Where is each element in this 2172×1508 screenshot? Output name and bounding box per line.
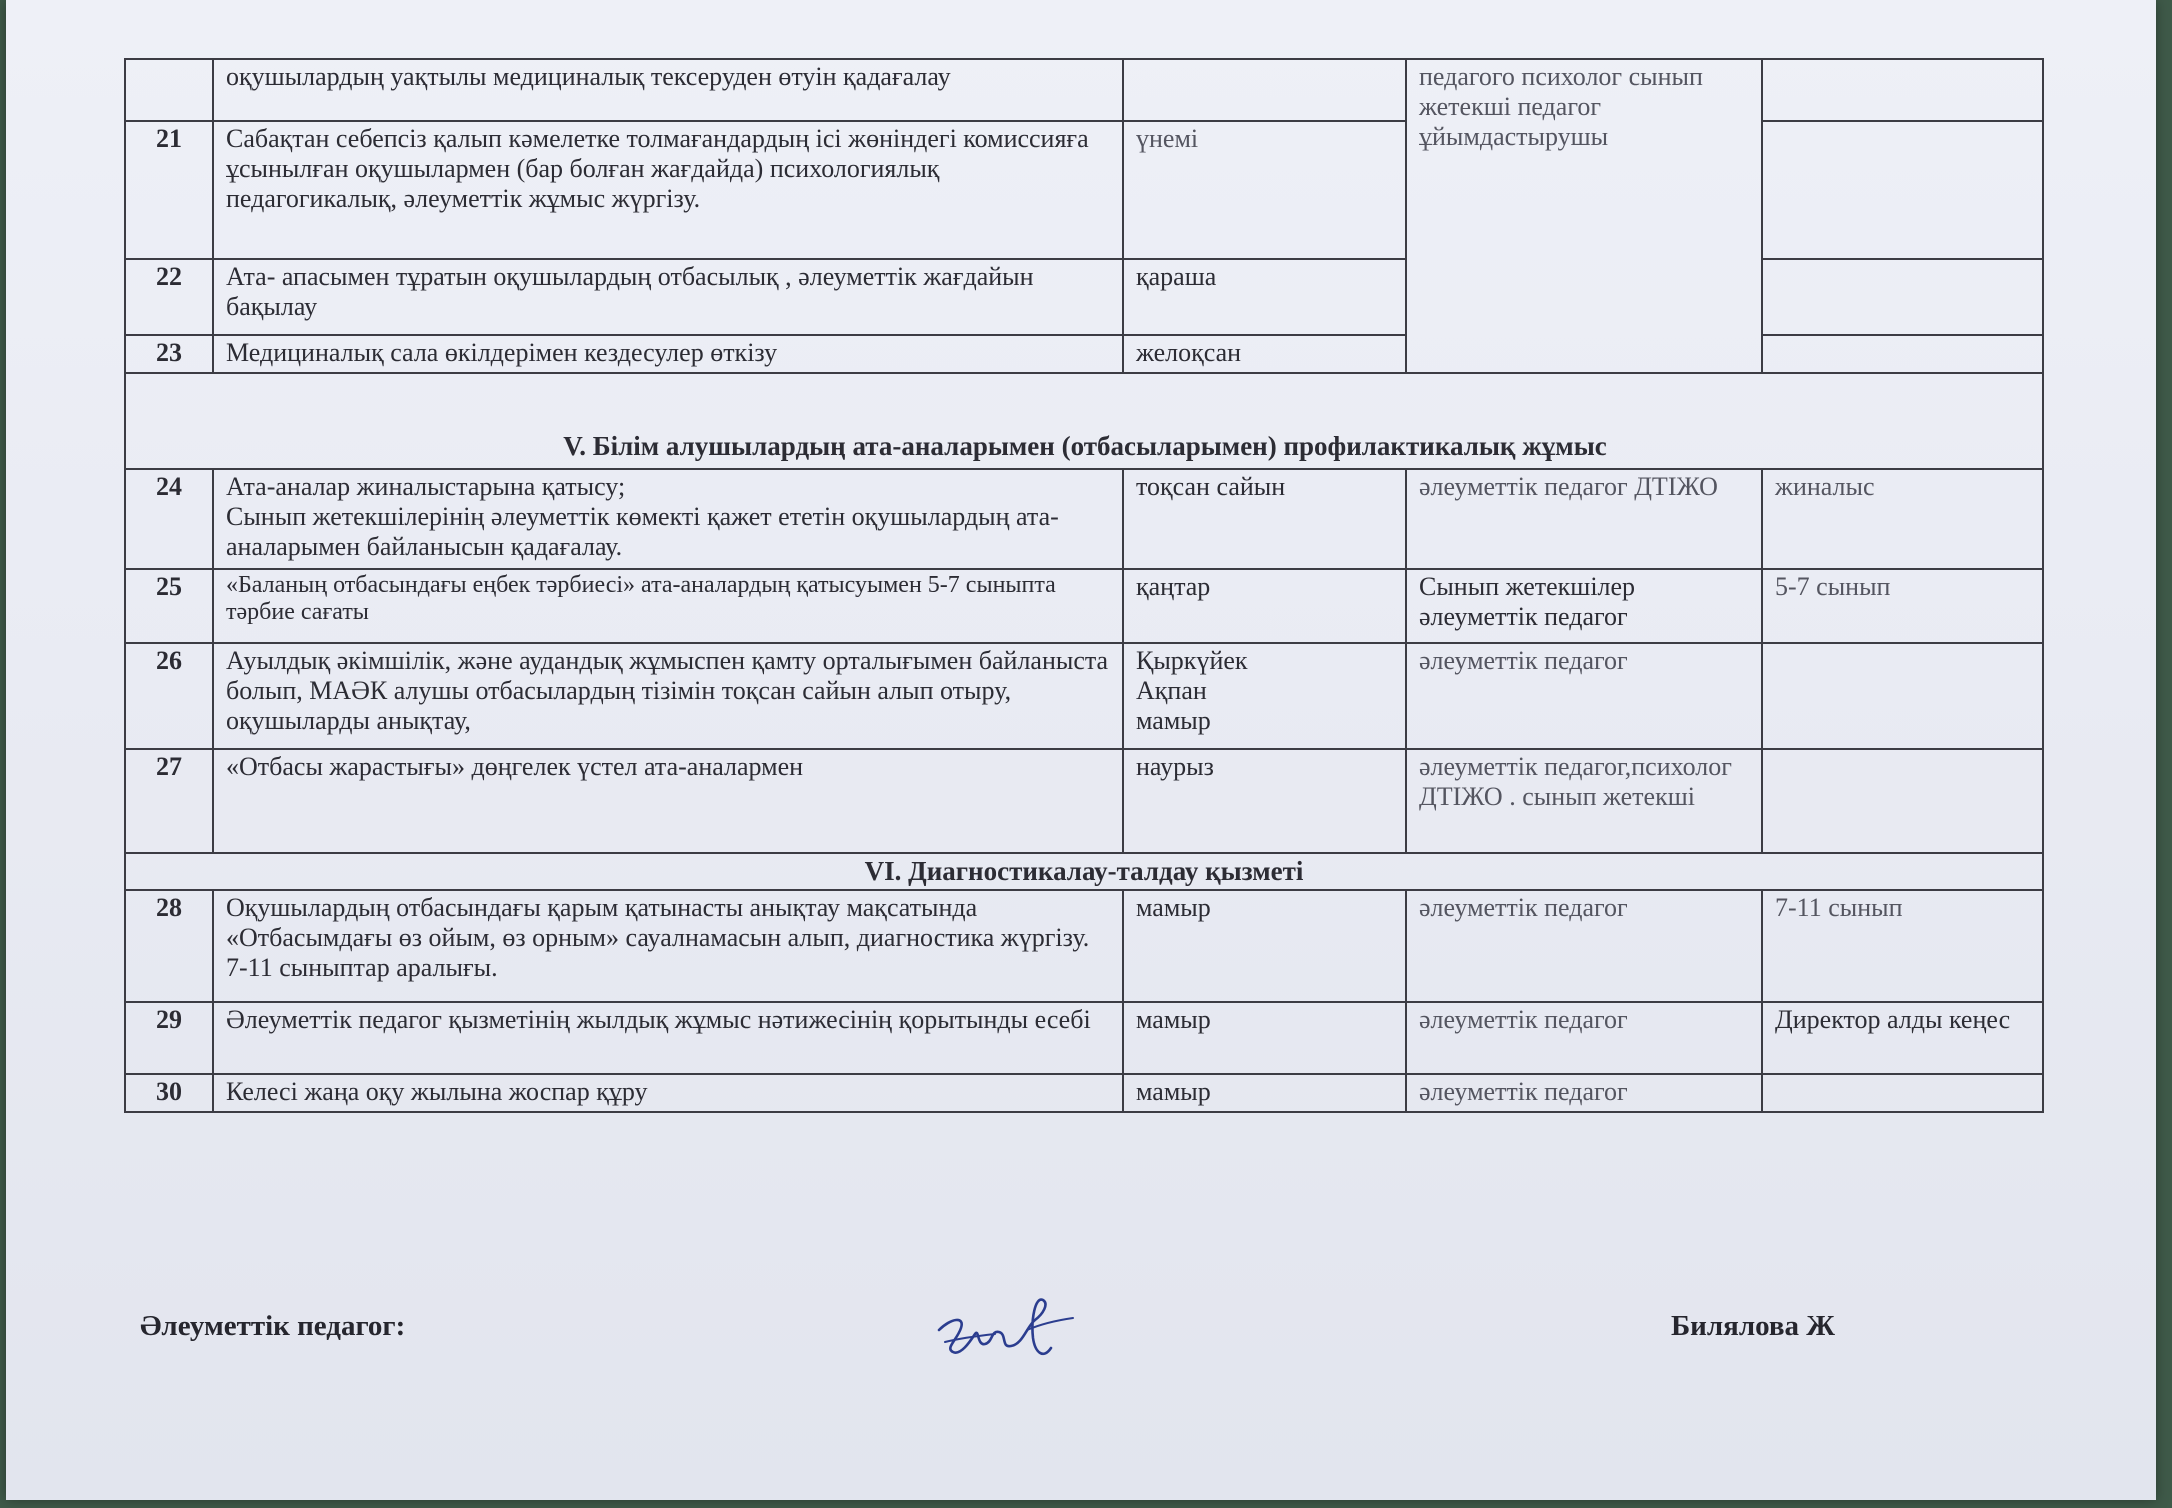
note-cell: 5-7 сынып xyxy=(1762,569,2043,643)
table-row xyxy=(125,569,2043,643)
table-row xyxy=(125,1074,2043,1112)
row-number: 29 xyxy=(125,1002,213,1074)
activity-cell: Әлеуметтік педагог қызметінің жылдық жұмыс нәтижесінің қорытынды есебі xyxy=(213,1002,1123,1074)
activity-cell: оқушылардың уақтылы медициналық тексеруден өтуін қадағалау xyxy=(213,59,1123,121)
activity-cell: Ата- апасымен тұратын оқушылардың отбасылық , әлеуметтік жағдайын бақылау xyxy=(213,259,1123,335)
row-number: 22 xyxy=(125,259,213,335)
row-number xyxy=(125,59,213,121)
responsible-cell: әлеуметтік педагог xyxy=(1406,1002,1762,1074)
date-cell xyxy=(1123,59,1406,121)
table-row xyxy=(125,59,2043,121)
responsible-cell: әлеуметтік педагог ДТІЖО xyxy=(1406,469,1762,569)
note-cell: Директор алды кеңес xyxy=(1762,1002,2043,1074)
responsible-cell: Сынып жетекшілер әлеуметтік педагог xyxy=(1406,569,1762,643)
note-cell xyxy=(1762,259,2043,335)
section-header-row xyxy=(125,373,2043,469)
date-cell: наурыз xyxy=(1123,749,1406,853)
activity-cell: Медициналық сала өкілдерімен кездесулер өткізу xyxy=(213,335,1123,373)
signer-name: Билялова Ж xyxy=(1671,1310,1835,1342)
note-cell xyxy=(1762,643,2043,749)
section-header-row xyxy=(125,853,2043,890)
date-cell: мамыр xyxy=(1123,890,1406,1002)
note-cell xyxy=(1762,59,2043,121)
date-line: мамыр xyxy=(1136,705,1211,735)
note-cell xyxy=(1762,749,2043,853)
row-number: 24 xyxy=(125,469,213,569)
responsible-cell: әлеуметтік педагог,психолог ДТІЖО . сынып жетекші xyxy=(1406,749,1762,853)
section-title: VI. Диагностикалау-талдау қызметі xyxy=(125,853,2043,890)
row-number: 21 xyxy=(125,121,213,259)
responsible-cell: педагого психолог сынып жетекші педагог ұйымдастырушы xyxy=(1406,59,1762,373)
table-row xyxy=(125,469,2043,569)
table-row xyxy=(125,749,2043,853)
responsible-cell: әлеуметтік педагог xyxy=(1406,890,1762,1002)
activity-cell: Сабақтан себепсіз қалып кәмелетке толмағандардың ісі жөніндегі комиссияға ұсынылған оқушылармен (бар болған жағдайда) психологиялық педагогикалық, әлеуметтік жұмыс жүргізу. xyxy=(213,121,1123,259)
row-number: 28 xyxy=(125,890,213,1002)
date-cell: мамыр xyxy=(1123,1074,1406,1112)
date-line: Қыркүйек xyxy=(1136,645,1248,675)
row-number: 23 xyxy=(125,335,213,373)
activity-cell: «Отбасы жарастығы» дөңгелек үстел ата-аналармен xyxy=(213,749,1123,853)
note-cell xyxy=(1762,1074,2043,1112)
date-cell: үнемі xyxy=(1123,121,1406,259)
note-cell xyxy=(1762,121,2043,259)
date-cell: желоқсан xyxy=(1123,335,1406,373)
table-row xyxy=(125,1002,2043,1074)
activity-cell: «Баланың отбасындағы еңбек тәрбиесі» ата-аналардың қатысуымен 5-7 сыныпта тәрбие сағаты xyxy=(213,569,1123,643)
row-number: 30 xyxy=(125,1074,213,1112)
date-cell: қаңтар xyxy=(1123,569,1406,643)
handwritten-signature-icon xyxy=(931,1290,1081,1370)
activity-cell: Ауылдық әкімшілік, және аудандық жұмыспен қамту орталығымен байланыста болып, МАӘК алушы отбасылардың тізімін тоқсан сайын алып отыру, оқушыларды анықтау, xyxy=(213,643,1123,749)
document-page xyxy=(6,0,2156,1500)
row-number: 27 xyxy=(125,749,213,853)
date-cell: тоқсан сайын xyxy=(1123,469,1406,569)
responsible-cell: әлеуметтік педагог xyxy=(1406,643,1762,749)
work-plan-table xyxy=(124,58,2044,1113)
note-cell xyxy=(1762,335,2043,373)
date-cell: мамыр xyxy=(1123,1002,1406,1074)
row-number: 25 xyxy=(125,569,213,643)
table-row xyxy=(125,890,2043,1002)
date-line: Ақпан xyxy=(1136,675,1207,705)
responsible-cell: әлеуметтік педагог xyxy=(1406,1074,1762,1112)
section-title: V. Білім алушылардың ата-аналарымен (отбасыларымен) профилактикалық жұмыс xyxy=(125,373,2043,469)
date-cell xyxy=(1123,643,1406,749)
signature-label: Әлеуметтік педагог: xyxy=(140,1310,406,1342)
note-cell: 7-11 сынып xyxy=(1762,890,2043,1002)
activity-cell: Оқушылардың отбасындағы қарым қатынасты анықтау мақсатында «Отбасымдағы өз ойым, өз орным» сауалнамасын алып, диагностика жүргізу. 7-11 сыныптар аралығы. xyxy=(213,890,1123,1002)
row-number: 26 xyxy=(125,643,213,749)
activity-line: Ата-аналар жиналыстарына қатысу; xyxy=(226,471,626,501)
activity-line: Сынып жетекшілерінің әлеуметтік көмекті қажет ететін оқушылардың ата-аналарымен байланысын қадағалау. xyxy=(226,501,1059,561)
date-cell: қараша xyxy=(1123,259,1406,335)
activity-cell xyxy=(213,469,1123,569)
activity-cell: Келесі жаңа оқу жылына жоспар құру xyxy=(213,1074,1123,1112)
table-row xyxy=(125,643,2043,749)
note-cell: жиналыс xyxy=(1762,469,2043,569)
